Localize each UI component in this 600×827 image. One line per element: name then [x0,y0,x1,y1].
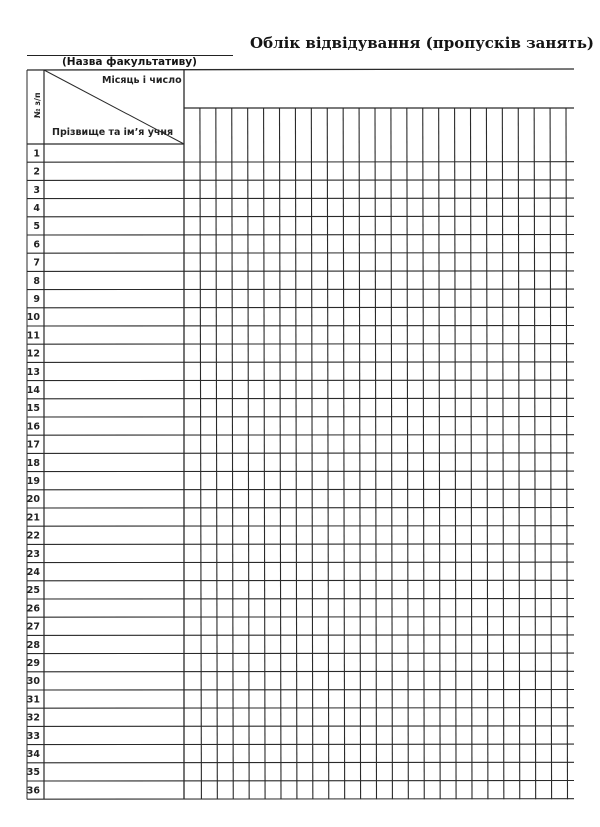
row-number: 10 [26,312,40,324]
row-line [27,690,574,691]
date-column-line [439,108,441,799]
subject-name-caption: (Назва факультативу) [62,56,197,68]
row-line [27,799,574,800]
row-line [27,599,574,600]
date-column-line [471,108,473,799]
row-line [27,635,574,636]
date-column-line [550,108,552,799]
row-line [27,653,574,654]
row-number: 1 [33,148,40,160]
row-line [27,708,574,709]
row-line [27,726,574,727]
row-number: 28 [26,639,40,651]
row-number: 24 [26,566,40,578]
row-number: 22 [26,530,40,542]
row-number: 33 [26,730,40,742]
row-number: 25 [26,585,40,597]
row-line [27,671,574,672]
row-number: 26 [26,603,40,615]
row-number: 21 [26,512,40,524]
row-line [27,271,574,272]
row-number: 5 [33,221,40,233]
row-number: 16 [26,421,40,433]
row-line [27,344,574,345]
row-line [27,526,574,527]
student-name-header: Прізвище та ім’я учня [52,127,174,138]
page-title: Облік відвідування (пропусків занять) [250,34,595,52]
row-line [27,180,574,181]
grid-lines [27,69,574,799]
date-column-line [502,108,504,799]
table-top-border [27,69,574,70]
row-number-column [27,148,41,796]
row-line [27,435,574,436]
row-line [27,781,574,782]
row-line [27,326,574,327]
row-number: 13 [26,366,40,378]
row-number: 14 [26,384,40,396]
row-number: 2 [33,166,40,178]
row-number: 19 [26,475,40,487]
row-number: 31 [26,694,40,706]
row-number: 12 [26,348,40,360]
row-line [27,417,574,418]
row-number: 35 [26,767,40,779]
date-column-line [455,108,457,799]
row-number: 15 [26,403,40,415]
row-line [27,398,574,399]
row-number: 34 [26,748,40,760]
row-number: 7 [33,257,40,269]
row-line [27,744,574,745]
row-line [27,562,574,563]
row-line [27,471,574,472]
row-number: 3 [33,184,40,196]
date-column-line [518,108,520,799]
row-number: 9 [33,293,40,305]
row-line [27,198,574,199]
row-number: 11 [26,330,40,342]
row-line [27,235,574,236]
row-number: 32 [26,712,40,724]
date-column-line [534,108,536,799]
row-number: 23 [26,548,40,560]
date-column-line [566,108,568,799]
date-column-line [423,108,425,799]
date-column-line [486,108,488,799]
row-line [27,162,574,163]
row-number: 36 [26,785,40,797]
row-line [27,216,574,217]
row-line [27,380,574,381]
row-number: 27 [26,621,40,633]
row-line [27,307,574,308]
row-number: 18 [26,457,40,469]
row-line [27,362,574,363]
row-line [27,453,574,454]
row-number: 17 [26,439,40,451]
row-number: 4 [33,202,40,214]
row-number: 30 [26,676,40,688]
row-number: 20 [26,494,40,506]
row-line [27,289,574,290]
row-number: 8 [33,275,40,287]
row-line [27,489,574,490]
row-line [27,762,574,763]
row-line [27,617,574,618]
row-line [27,508,574,509]
row-number: 6 [33,239,40,251]
month-day-header: Місяць і число [102,75,182,86]
row-line [27,253,574,254]
row-line [27,580,574,581]
row-line [27,544,574,545]
row-number: 29 [26,657,40,669]
number-header: № з/п [33,92,42,118]
